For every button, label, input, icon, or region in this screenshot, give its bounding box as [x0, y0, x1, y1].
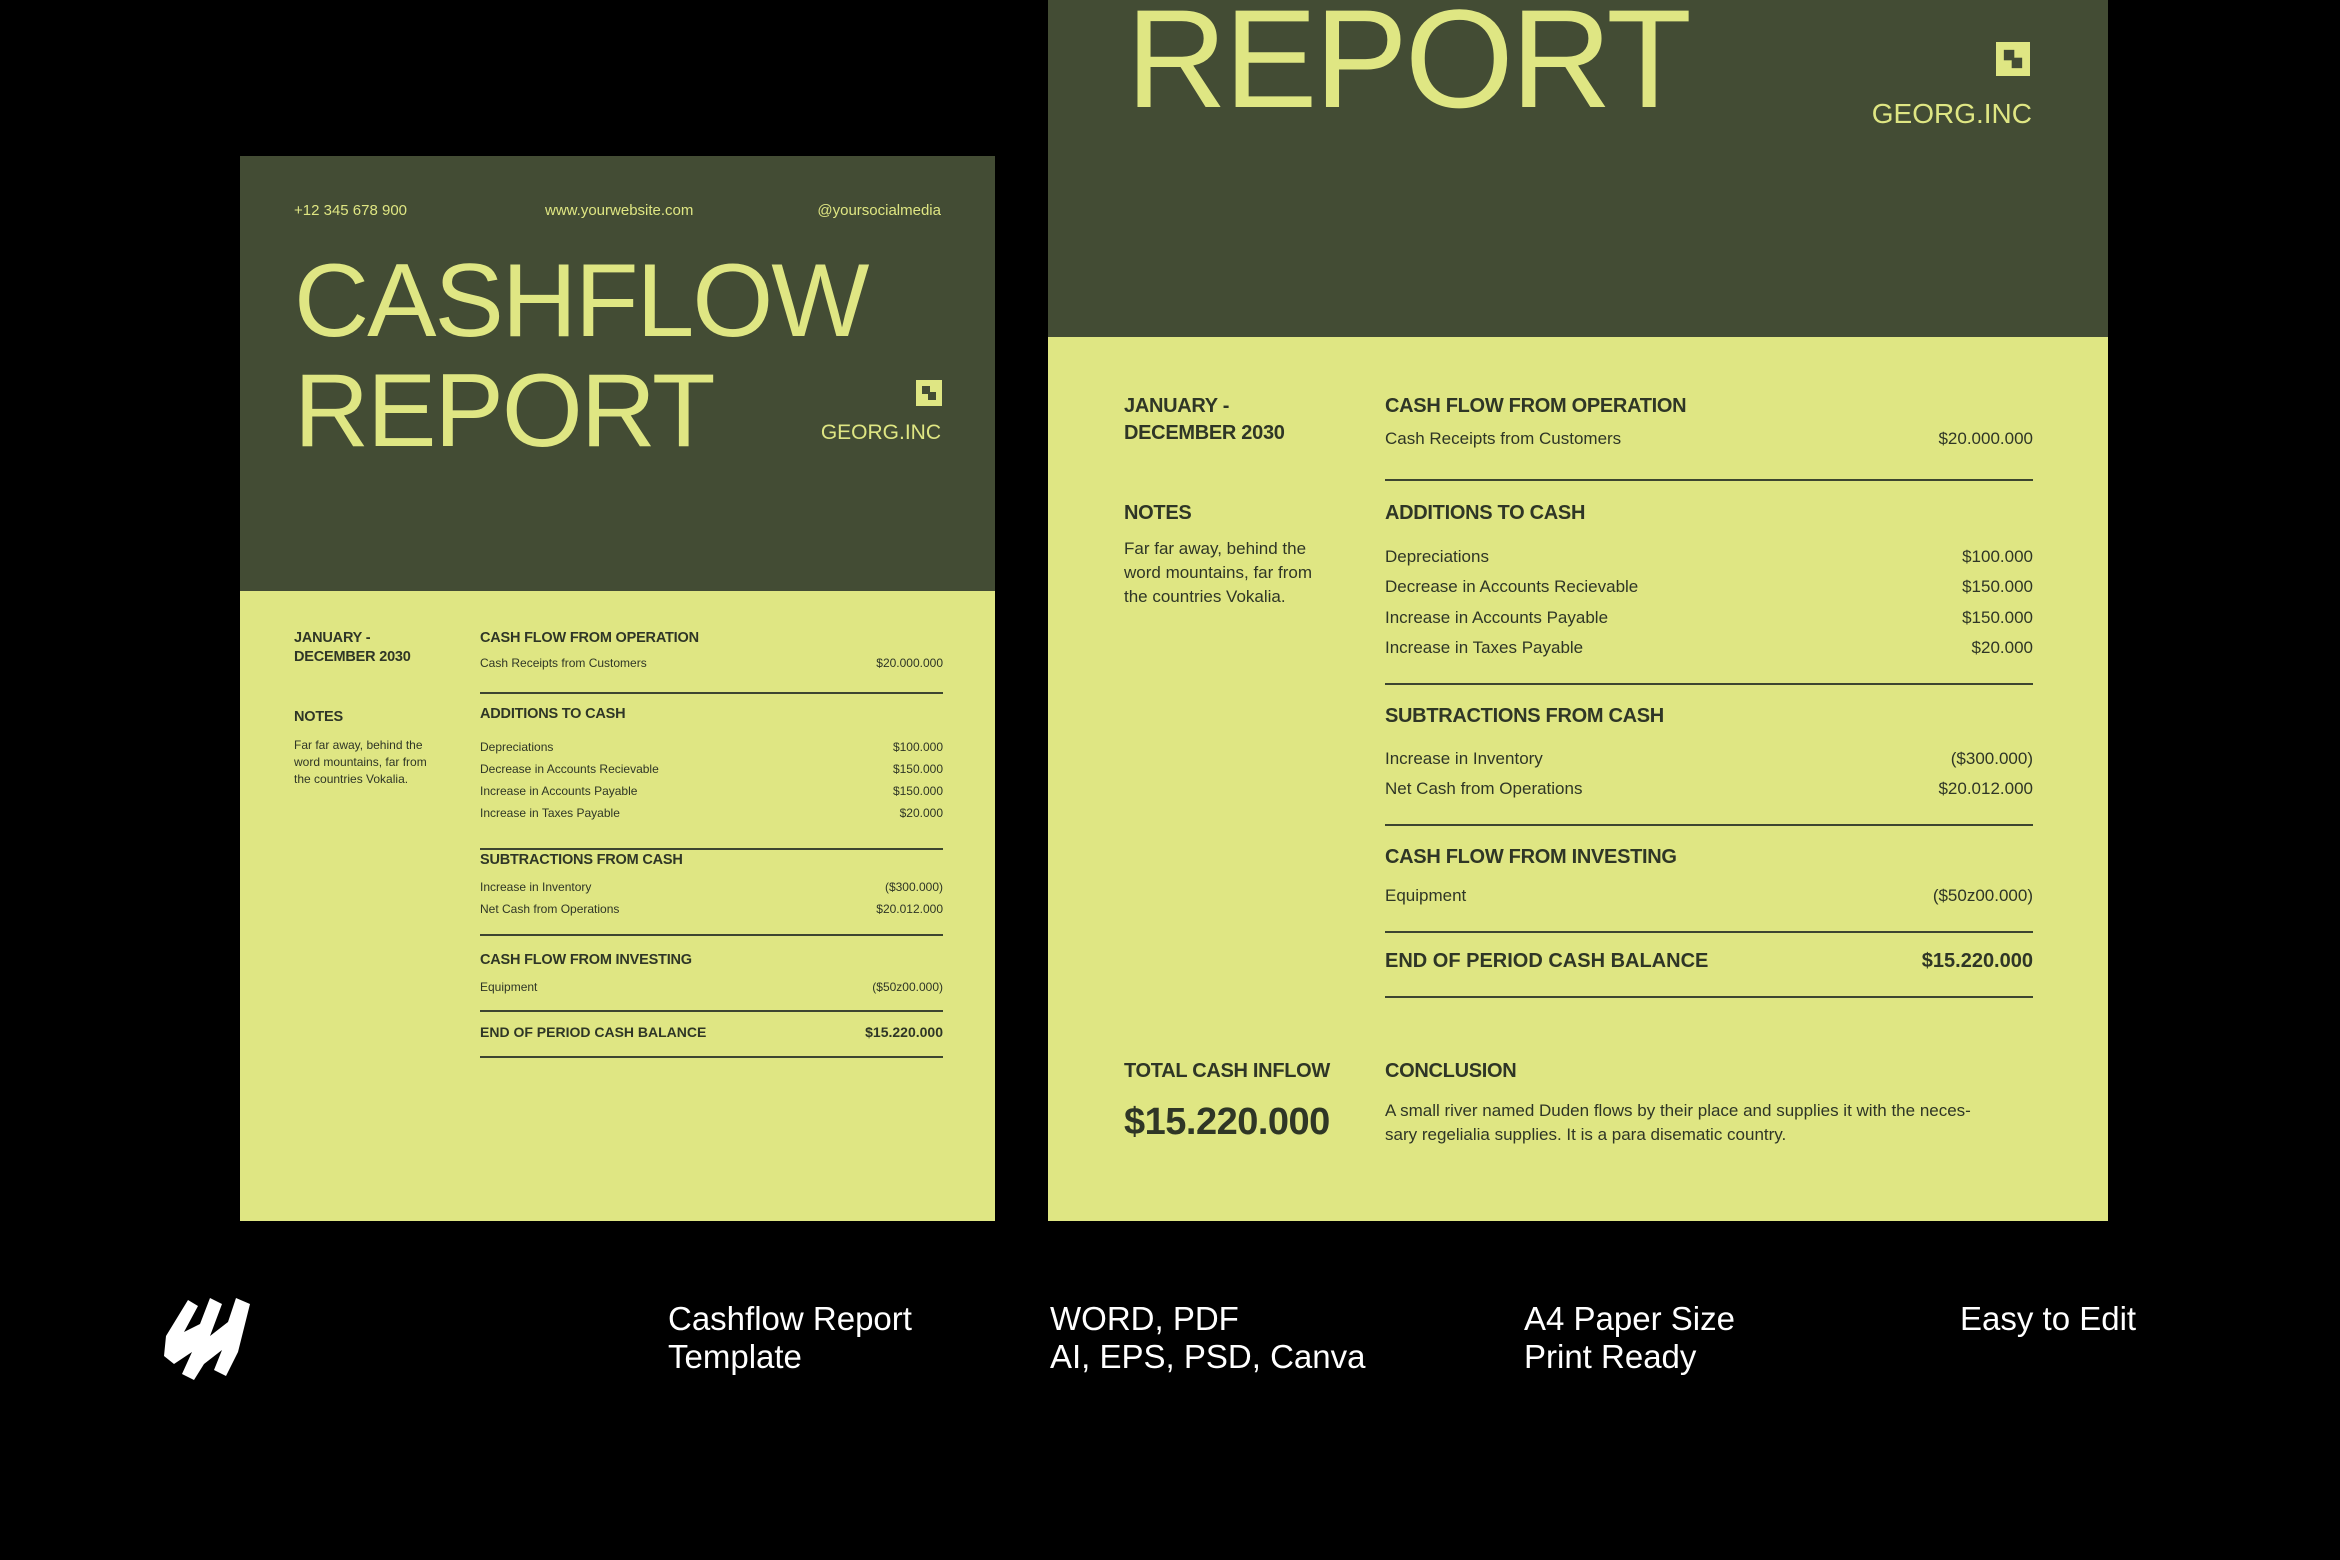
section-heading-additions: ADDITIONS TO CASH — [1385, 502, 1586, 524]
divider — [480, 934, 943, 936]
feature-formats: WORD, PDF AI, EPS, PSD, Canva — [1050, 1300, 1366, 1375]
table-row: Increase in Taxes Payable $20.000 — [480, 806, 943, 820]
cashflow-table — [1385, 395, 2033, 1015]
divider — [1385, 931, 2033, 933]
divider — [480, 1010, 943, 1012]
report-title — [294, 243, 868, 469]
report-page-small — [240, 156, 995, 1221]
company-name: GEORG.INC — [820, 421, 941, 444]
contact-social: @yoursocialmedia — [817, 202, 941, 219]
feature-paper-size: A4 Paper Size Print Ready — [1524, 1300, 1735, 1375]
company-name: GEORG.INC — [1871, 98, 2032, 129]
period-line-1: JANUARY - — [294, 630, 371, 646]
section-heading-subtractions: SUBTRACTIONS FROM CASH — [1385, 705, 1664, 727]
notes — [1124, 502, 1354, 609]
section-heading-subtractions: SUBTRACTIONS FROM CASH — [480, 852, 683, 868]
company-logo-icon — [1996, 42, 2030, 76]
section-heading-investing: CASH FLOW FROM INVESTING — [1385, 846, 1677, 868]
balance-row: END OF PERIOD CASH BALANCE $15.220.000 — [1385, 950, 2033, 972]
section-heading-operation: CASH FLOW FROM OPERATION — [1385, 395, 1687, 417]
divider — [480, 692, 943, 694]
period-line-1: JANUARY - — [1124, 395, 1230, 417]
balance-row: END OF PERIOD CASH BALANCE $15.220.000 — [480, 1024, 943, 1040]
notes-text: Far far away, behind the word mountains, far from the countries Vokalia. — [294, 738, 427, 786]
period-line-2: DECEMBER 2030 — [1124, 422, 1285, 444]
conclusion — [1385, 1060, 2033, 1147]
cashflow-table — [480, 630, 943, 1221]
brand-logo-icon — [164, 1292, 252, 1382]
divider — [480, 1056, 943, 1058]
table-row: Increase in Inventory ($300.000) — [480, 880, 943, 894]
table-row: Net Cash from Operations $20.012.000 — [480, 902, 943, 916]
table-row: Net Cash from Operations $20.012.000 — [1385, 779, 2033, 798]
divider — [480, 848, 943, 850]
contact-website: www.yourwebsite.com — [545, 202, 694, 219]
company-logo-icon — [916, 380, 942, 406]
table-row: Equipment ($50z00.000) — [480, 980, 943, 994]
feature-easy-edit: Easy to Edit — [1960, 1300, 2137, 1337]
section-heading-investing: CASH FLOW FROM INVESTING — [480, 952, 692, 968]
notes-heading: NOTES — [294, 709, 343, 725]
report-header — [1048, 0, 2108, 337]
divider — [1385, 683, 2033, 685]
table-row: Depreciations $100.000 — [480, 740, 943, 754]
table-row: Equipment ($50z00.000) — [1385, 886, 2033, 905]
table-row: Cash Receipts from Customers $20.000.000 — [480, 656, 943, 670]
table-row: Depreciations $100.000 — [1385, 547, 2033, 566]
table-row: Increase in Inventory ($300.000) — [1385, 749, 2033, 768]
report-title: REPORT — [1126, 0, 1689, 137]
total-cash-inflow — [1124, 1060, 1354, 1144]
notes — [294, 709, 444, 788]
report-header — [240, 156, 995, 591]
report-page-large — [1048, 0, 2108, 1221]
divider — [1385, 479, 2033, 481]
notes-text: Far far away, behind the word mountains, far from the countries Vokalia. — [1124, 539, 1313, 606]
table-row: Increase in Accounts Payable $150.000 — [480, 784, 943, 798]
total-label: TOTAL CASH INFLOW — [1124, 1060, 1330, 1082]
conclusion-heading: CONCLUSION — [1385, 1060, 1517, 1082]
table-row: Increase in Accounts Payable $150.000 — [1385, 608, 2033, 627]
table-row: Decrease in Accounts Recievable $150.000 — [1385, 577, 2033, 596]
total-value: $15.220.000 — [1124, 1101, 1330, 1143]
contact-phone: +12 345 678 900 — [294, 202, 408, 219]
feature-template: Cashflow Report Template — [668, 1300, 912, 1375]
title-line-1: CASHFLOW — [294, 243, 868, 359]
divider — [1385, 996, 2033, 998]
period — [294, 630, 444, 665]
period — [1124, 395, 1354, 445]
table-row: Decrease in Accounts Recievable $150.000 — [480, 762, 943, 776]
table-row: Increase in Taxes Payable $20.000 — [1385, 638, 2033, 657]
section-heading-operation: CASH FLOW FROM OPERATION — [480, 630, 699, 646]
title-line-2: REPORT — [294, 353, 714, 469]
table-row: Cash Receipts from Customers $20.000.000 — [1385, 429, 2033, 448]
section-heading-additions: ADDITIONS TO CASH — [480, 706, 626, 722]
notes-heading: NOTES — [1124, 502, 1192, 524]
conclusion-text: A small river named Duden flows by their place and supplies it with the neces- sary regelialia supplies. It is a para disematic country. — [1385, 1101, 1971, 1144]
period-line-2: DECEMBER 2030 — [294, 649, 411, 665]
divider — [1385, 824, 2033, 826]
